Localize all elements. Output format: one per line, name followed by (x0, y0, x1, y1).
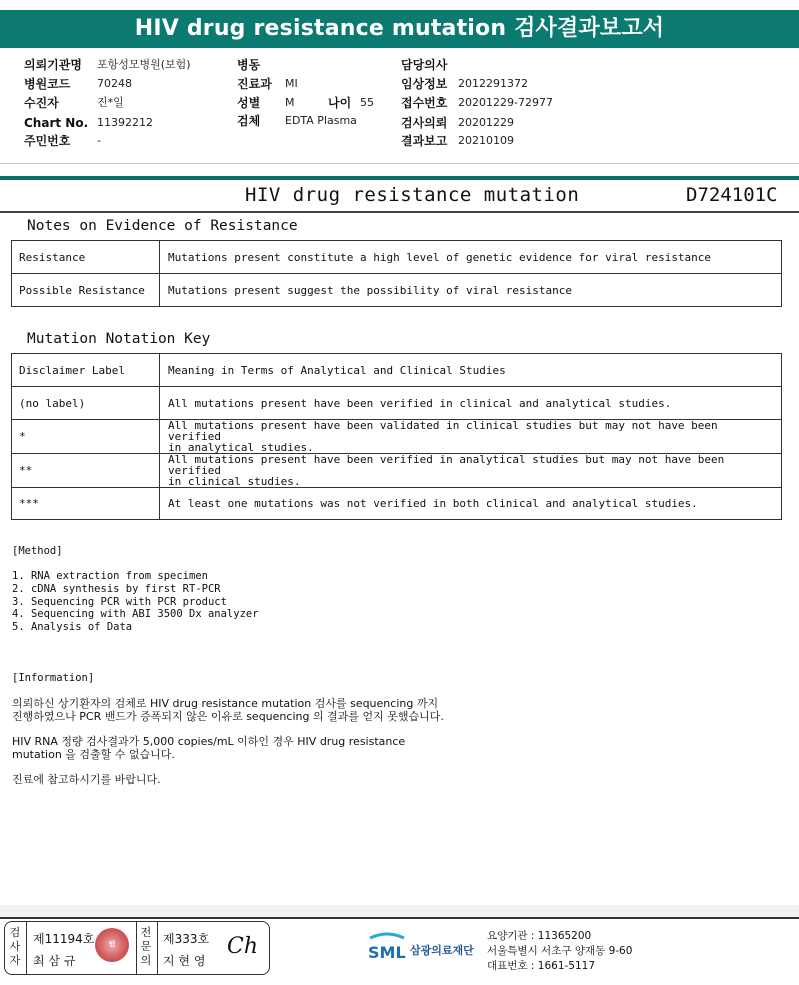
table-row (12, 454, 782, 488)
tester-vertical-label (8, 926, 22, 968)
age-label: 나이 (328, 96, 352, 110)
method-step: 1. RNA extraction from specimen (12, 570, 208, 582)
signature-divider (136, 922, 137, 974)
footer-band (0, 905, 799, 917)
tester-vertical-char: 검 사 자 (9, 926, 21, 967)
patient-value: 진*일 (97, 96, 124, 109)
information-text: 진행하였으나 PCR 밴드가 증폭되지 않은 이유로 sequencing 의 결과를 얻지 못했습니다. (12, 710, 444, 723)
sex-label: 성별 (237, 96, 261, 110)
report-code: D724101C (686, 184, 778, 206)
patient-label: 수진자 (24, 96, 59, 110)
notation-text: All mutations present have been verified in analytical studies but may not have been verified in clinical studies. (160, 454, 782, 488)
doctor-label: 담당의사 (401, 58, 448, 72)
method-step: 4. Sequencing with ABI 3500 Dx analyzer (12, 608, 259, 621)
seal-text: 인 (108, 941, 116, 948)
evidence-text: Mutations present constitute a high level of genetic evidence for viral resistance (160, 241, 782, 274)
notation-text: All mutations present have been verified in clinical and analytical studies. (160, 387, 782, 420)
notation-text: All mutations present have been validated in clinical studies but may not have been verified in analytical studies. (160, 420, 782, 454)
sex-value: M (285, 96, 295, 109)
department-label: 진료과 (237, 77, 272, 91)
hospital-code-value: 70248 (97, 77, 132, 90)
method-heading: [Method] (12, 545, 63, 557)
evidence-label: Resistance (12, 241, 160, 274)
signature-divider (157, 922, 158, 974)
information-text: mutation 을 검출할 수 없습니다. (12, 748, 175, 761)
report-title-rule (0, 211, 799, 213)
method-step: 3. Sequencing PCR with PCR product (12, 595, 227, 608)
clinical-info-value: 2012291372 (458, 77, 528, 90)
notation-table (11, 353, 782, 520)
resident-no-label: 주민번호 (24, 134, 71, 148)
organization-name: 삼광의료재단 (410, 944, 474, 957)
specimen-value: EDTA Plasma (285, 114, 357, 127)
chart-no-value: 11392212 (97, 116, 153, 129)
request-date-value: 20201229 (458, 116, 514, 129)
resident-no-value: - (97, 134, 101, 147)
checker-name: 지 현 영 (163, 954, 206, 968)
checker-vertical-char: 전 문 의 (140, 926, 152, 967)
signature-divider (26, 922, 27, 974)
notation-label: (no label) (12, 387, 160, 420)
information-text: HIV RNA 정량 검사결과가 5,000 copies/mL 이하인 경우 HIV drug resistance (12, 735, 406, 748)
table-row (12, 241, 782, 274)
receipt-no-label: 접수번호 (401, 96, 448, 110)
report-date-value: 20210109 (458, 134, 514, 147)
report-top-rule (0, 176, 799, 180)
notation-label: *** (12, 488, 160, 520)
evidence-heading: Notes on Evidence of Resistance (27, 218, 298, 234)
tester-name: 최 삼 규 (33, 954, 76, 968)
specimen-label: 검체 (237, 114, 261, 128)
notation-label: Disclaimer Label (12, 354, 160, 387)
tester-license-no: 제11194호 (33, 932, 95, 946)
table-row (12, 420, 782, 454)
footer-rule (0, 917, 799, 919)
signature-box (4, 921, 270, 975)
report-title: HIV drug resistance mutation (245, 184, 580, 206)
checker-vertical-label (139, 926, 153, 968)
notation-label: * (12, 420, 160, 454)
ward-label: 병동 (237, 58, 261, 72)
request-date-label: 검사의뢰 (401, 116, 448, 130)
table-row (12, 387, 782, 420)
method-step: 2. cDNA synthesis by first RT-PCR (12, 582, 221, 595)
age-value: 55 (360, 96, 374, 109)
table-row (12, 274, 782, 307)
table-row (12, 354, 782, 387)
evidence-text: Mutations present suggest the possibility of viral resistance (160, 274, 782, 307)
information-text: 진료에 참고하시기를 바랍니다. (12, 773, 161, 786)
method-step: 5. Analysis of Data (12, 621, 133, 634)
clinical-info-label: 임상정보 (401, 77, 448, 91)
notation-heading: Mutation Notation Key (27, 331, 211, 347)
phone-number: 대표번호 : 1661-5117 (487, 960, 596, 972)
handwritten-signature: Ch (227, 934, 259, 959)
report-date-label: 결과보고 (401, 134, 448, 148)
evidence-table (11, 240, 782, 307)
hospital-code-label: 병원코드 (24, 77, 71, 91)
information-heading: [Information] (12, 672, 95, 684)
notation-text: At least one mutations was not verified in both clinical and analytical studies. (160, 488, 782, 520)
institution-number: 요양기관 : 11365200 (487, 930, 592, 942)
notation-text: Meaning in Terms of Analytical and Clinical Studies (160, 354, 782, 387)
info-divider (0, 163, 799, 164)
report-header-title: HIV drug resistance mutation 검사결과보고서 (0, 10, 799, 48)
sml-logo-text: SML (368, 943, 406, 962)
notation-label: ** (12, 454, 160, 488)
checker-license-no: 제333호 (163, 932, 210, 946)
institution-value: 포항성모병원(보험) (97, 58, 191, 71)
institution-label: 의뢰기관명 (24, 58, 82, 72)
chart-no-label: Chart No. (24, 116, 89, 130)
sml-logo-icon (366, 932, 408, 964)
address: 서울특별시 서초구 양재동 9-60 (487, 945, 633, 957)
table-row (12, 488, 782, 520)
patient-info-block (0, 56, 799, 156)
information-text: 의뢰하신 상기환자의 검체로 HIV drug resistance mutation 검사를 sequencing 까지 (12, 697, 439, 710)
sml-logo (366, 932, 408, 969)
evidence-label: Possible Resistance (12, 274, 160, 307)
department-value: MI (285, 77, 298, 90)
receipt-no-value: 20201229-72977 (458, 96, 553, 109)
